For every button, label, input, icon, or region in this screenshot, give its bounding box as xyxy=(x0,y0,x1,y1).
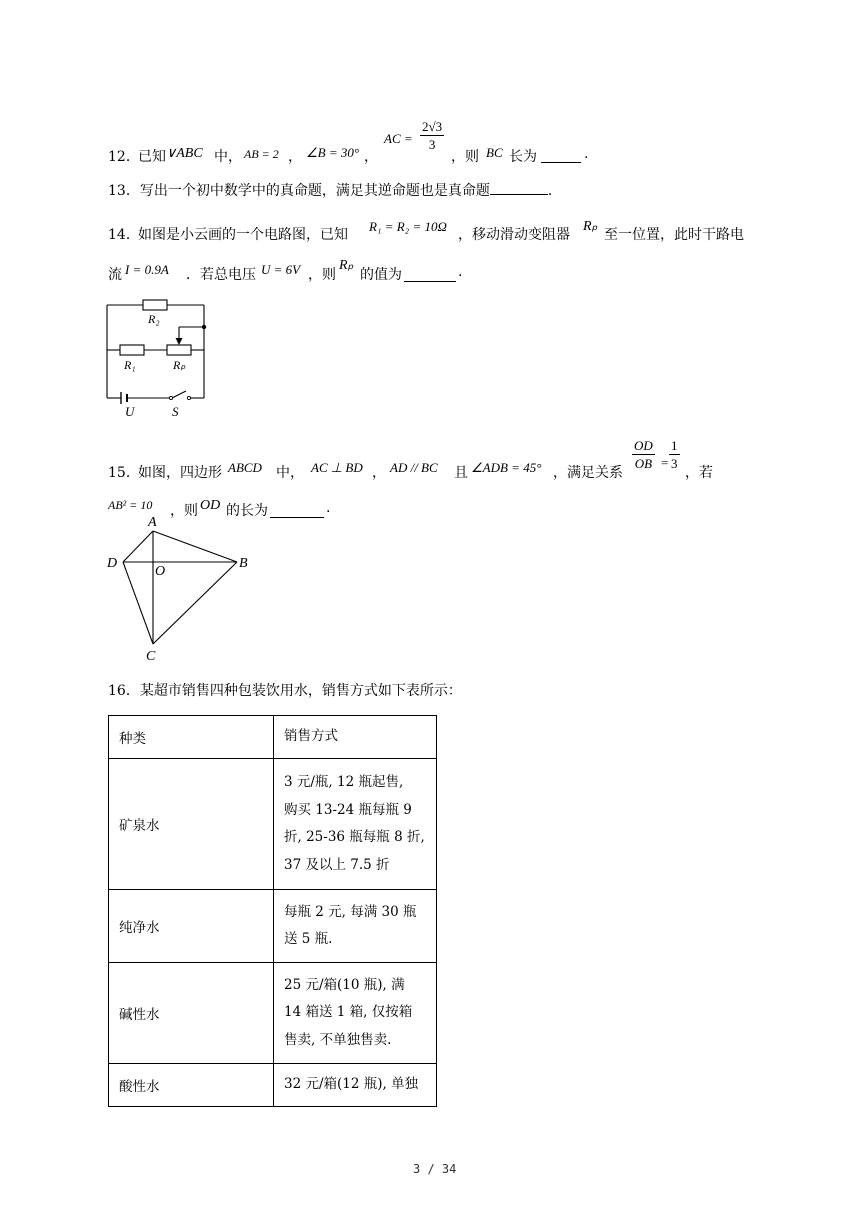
fraction: $\frac{2√3}{3}$ xyxy=(422,119,443,152)
question-text: . xyxy=(326,500,331,516)
question-number: 15． xyxy=(108,465,140,481)
question-text: . xyxy=(458,264,463,280)
point-c: C xyxy=(146,649,156,664)
row-method xyxy=(274,963,437,1064)
math-expression: AB² = 10 xyxy=(108,498,153,512)
row-kind: 纯净水 xyxy=(109,890,274,963)
label-r1: R₁ xyxy=(124,358,136,372)
table-row xyxy=(109,963,437,1064)
sales-table xyxy=(108,715,437,1107)
row-method xyxy=(274,759,437,890)
question-text: ，则 xyxy=(170,503,198,519)
answer-blank[interactable] xyxy=(541,148,581,163)
switch-s xyxy=(172,391,186,398)
row-method xyxy=(274,890,437,963)
math-expression: OD xyxy=(200,498,221,513)
method-line: 送 5 瓶. xyxy=(284,931,333,947)
method-line: 购买 13-24 瓶每瓶 9 xyxy=(284,801,412,818)
label-s: S xyxy=(172,404,179,419)
math-expression: = xyxy=(661,455,669,470)
label-r2: R₂ xyxy=(148,312,160,326)
method-line: 3 元/瓶, 12 瓶起售, xyxy=(284,774,404,790)
header-kind: 种类 xyxy=(109,716,274,759)
ratio-fraction: $\frac{OD}{OB}$ xyxy=(634,438,653,471)
question-text: . xyxy=(547,183,553,199)
method-line: 37 及以上 7.5 折 xyxy=(284,856,390,873)
question-text: 至一位置，此时干路电 xyxy=(604,227,744,243)
point-d: D xyxy=(107,556,118,571)
label-rp: Rₚ xyxy=(173,358,186,372)
question-text: ，则 xyxy=(308,267,336,283)
answer-blank[interactable] xyxy=(270,503,324,518)
table-row xyxy=(109,890,437,963)
math-expression: AC = xyxy=(384,131,413,146)
question-text: 已知 xyxy=(138,149,166,165)
value-fraction: $\frac{1}{3}$ xyxy=(671,438,678,471)
math-expression: ∨ABC xyxy=(166,146,203,161)
question-text: ，满足关系 xyxy=(553,465,623,481)
question-text: 流 xyxy=(108,267,122,283)
answer-blank[interactable] xyxy=(490,180,548,195)
question-text: 中， xyxy=(214,149,242,165)
question-16 xyxy=(108,680,462,700)
question-text: 如图是小云画的一个电路图，已知 xyxy=(138,227,348,243)
method-line: 25 元/箱(10 瓶), 满 xyxy=(284,976,405,993)
point-a: A xyxy=(148,515,157,530)
method-line: 每瓶 2 元, 每满 30 瓶 xyxy=(284,903,417,920)
question-text: 如图，四边形 xyxy=(138,465,222,481)
question-number: 16． xyxy=(108,683,140,699)
table-row xyxy=(109,1064,437,1107)
row-kind: 碱性水 xyxy=(109,963,274,1064)
question-text: ，若 xyxy=(685,465,713,481)
question-text: . xyxy=(584,146,589,162)
math-expression: ABCD xyxy=(228,460,262,475)
method-line: 14 箱送 1 箱, 仅按箱 xyxy=(284,1004,413,1021)
question-text: 长为 xyxy=(509,149,537,165)
quadrilateral-figure xyxy=(100,512,260,664)
answer-blank[interactable] xyxy=(404,267,456,282)
resistor-r2 xyxy=(143,300,167,310)
question-text: 某超市销售四种包装饮用水，销售方式如下表所示： xyxy=(139,683,462,699)
math-expression: BC xyxy=(486,145,503,160)
math-expression: AC ⊥ BD xyxy=(311,460,363,475)
question-13 xyxy=(108,180,552,200)
method-line: 折, 25-36 瓶每瓶 8 折, xyxy=(284,829,425,845)
question-text: ，移动滑动变阻器 xyxy=(458,227,570,243)
point-b: B xyxy=(239,556,248,571)
math-expression: ∠ADB = 45° xyxy=(471,460,542,475)
slider-arrow-icon xyxy=(176,338,183,345)
table-header-row xyxy=(109,716,437,759)
row-kind: 矿泉水 xyxy=(109,759,274,890)
question-number: 13． xyxy=(108,183,140,199)
question-text: 中， xyxy=(276,465,304,481)
point-o: O xyxy=(155,564,166,579)
question-text: ， xyxy=(372,465,386,481)
question-text: 的值为 xyxy=(360,267,402,283)
question-text: ．若总电压 xyxy=(186,267,256,283)
math-expression: I = 0.9A xyxy=(125,262,169,277)
question-text: ，则 xyxy=(451,149,479,165)
page-number: 3 / 34 xyxy=(413,1162,457,1176)
circuit-diagram xyxy=(100,292,220,422)
question-text: 写出一个初中数学中的真命题，满足其逆命题也是真命题 xyxy=(139,183,490,199)
row-kind: 酸性水 xyxy=(109,1064,274,1107)
question-text: ， xyxy=(364,149,378,165)
question-number: 14． xyxy=(108,227,140,243)
math-expression: AD // BC xyxy=(390,460,438,475)
question-15 xyxy=(108,438,728,519)
math-expression: Rₚ xyxy=(583,219,598,234)
question-text: 且 xyxy=(454,465,468,481)
question-14 xyxy=(108,218,788,288)
table-row xyxy=(109,759,437,890)
resistor-r1 xyxy=(120,345,144,355)
rheostat-rp xyxy=(167,345,191,355)
math-expression: ∠B = 30° xyxy=(306,145,360,160)
label-u: U xyxy=(125,404,135,419)
math-expression: AB = 2 xyxy=(244,147,279,161)
method-line: 售卖, 不单独售卖. xyxy=(284,1031,392,1048)
math-expression: R₁ = R₂ = 10Ω xyxy=(369,219,447,234)
question-number: 12． xyxy=(108,149,140,165)
header-method: 销售方式 xyxy=(274,716,437,759)
row-method xyxy=(274,1064,437,1107)
question-text: ， xyxy=(288,149,302,165)
method-line: 32 元/箱(12 瓶), 单独 xyxy=(284,1076,419,1093)
math-expression: U = 6V xyxy=(261,262,301,277)
math-expression: Rₚ xyxy=(339,258,354,273)
question-text: 的长为 xyxy=(226,503,268,519)
